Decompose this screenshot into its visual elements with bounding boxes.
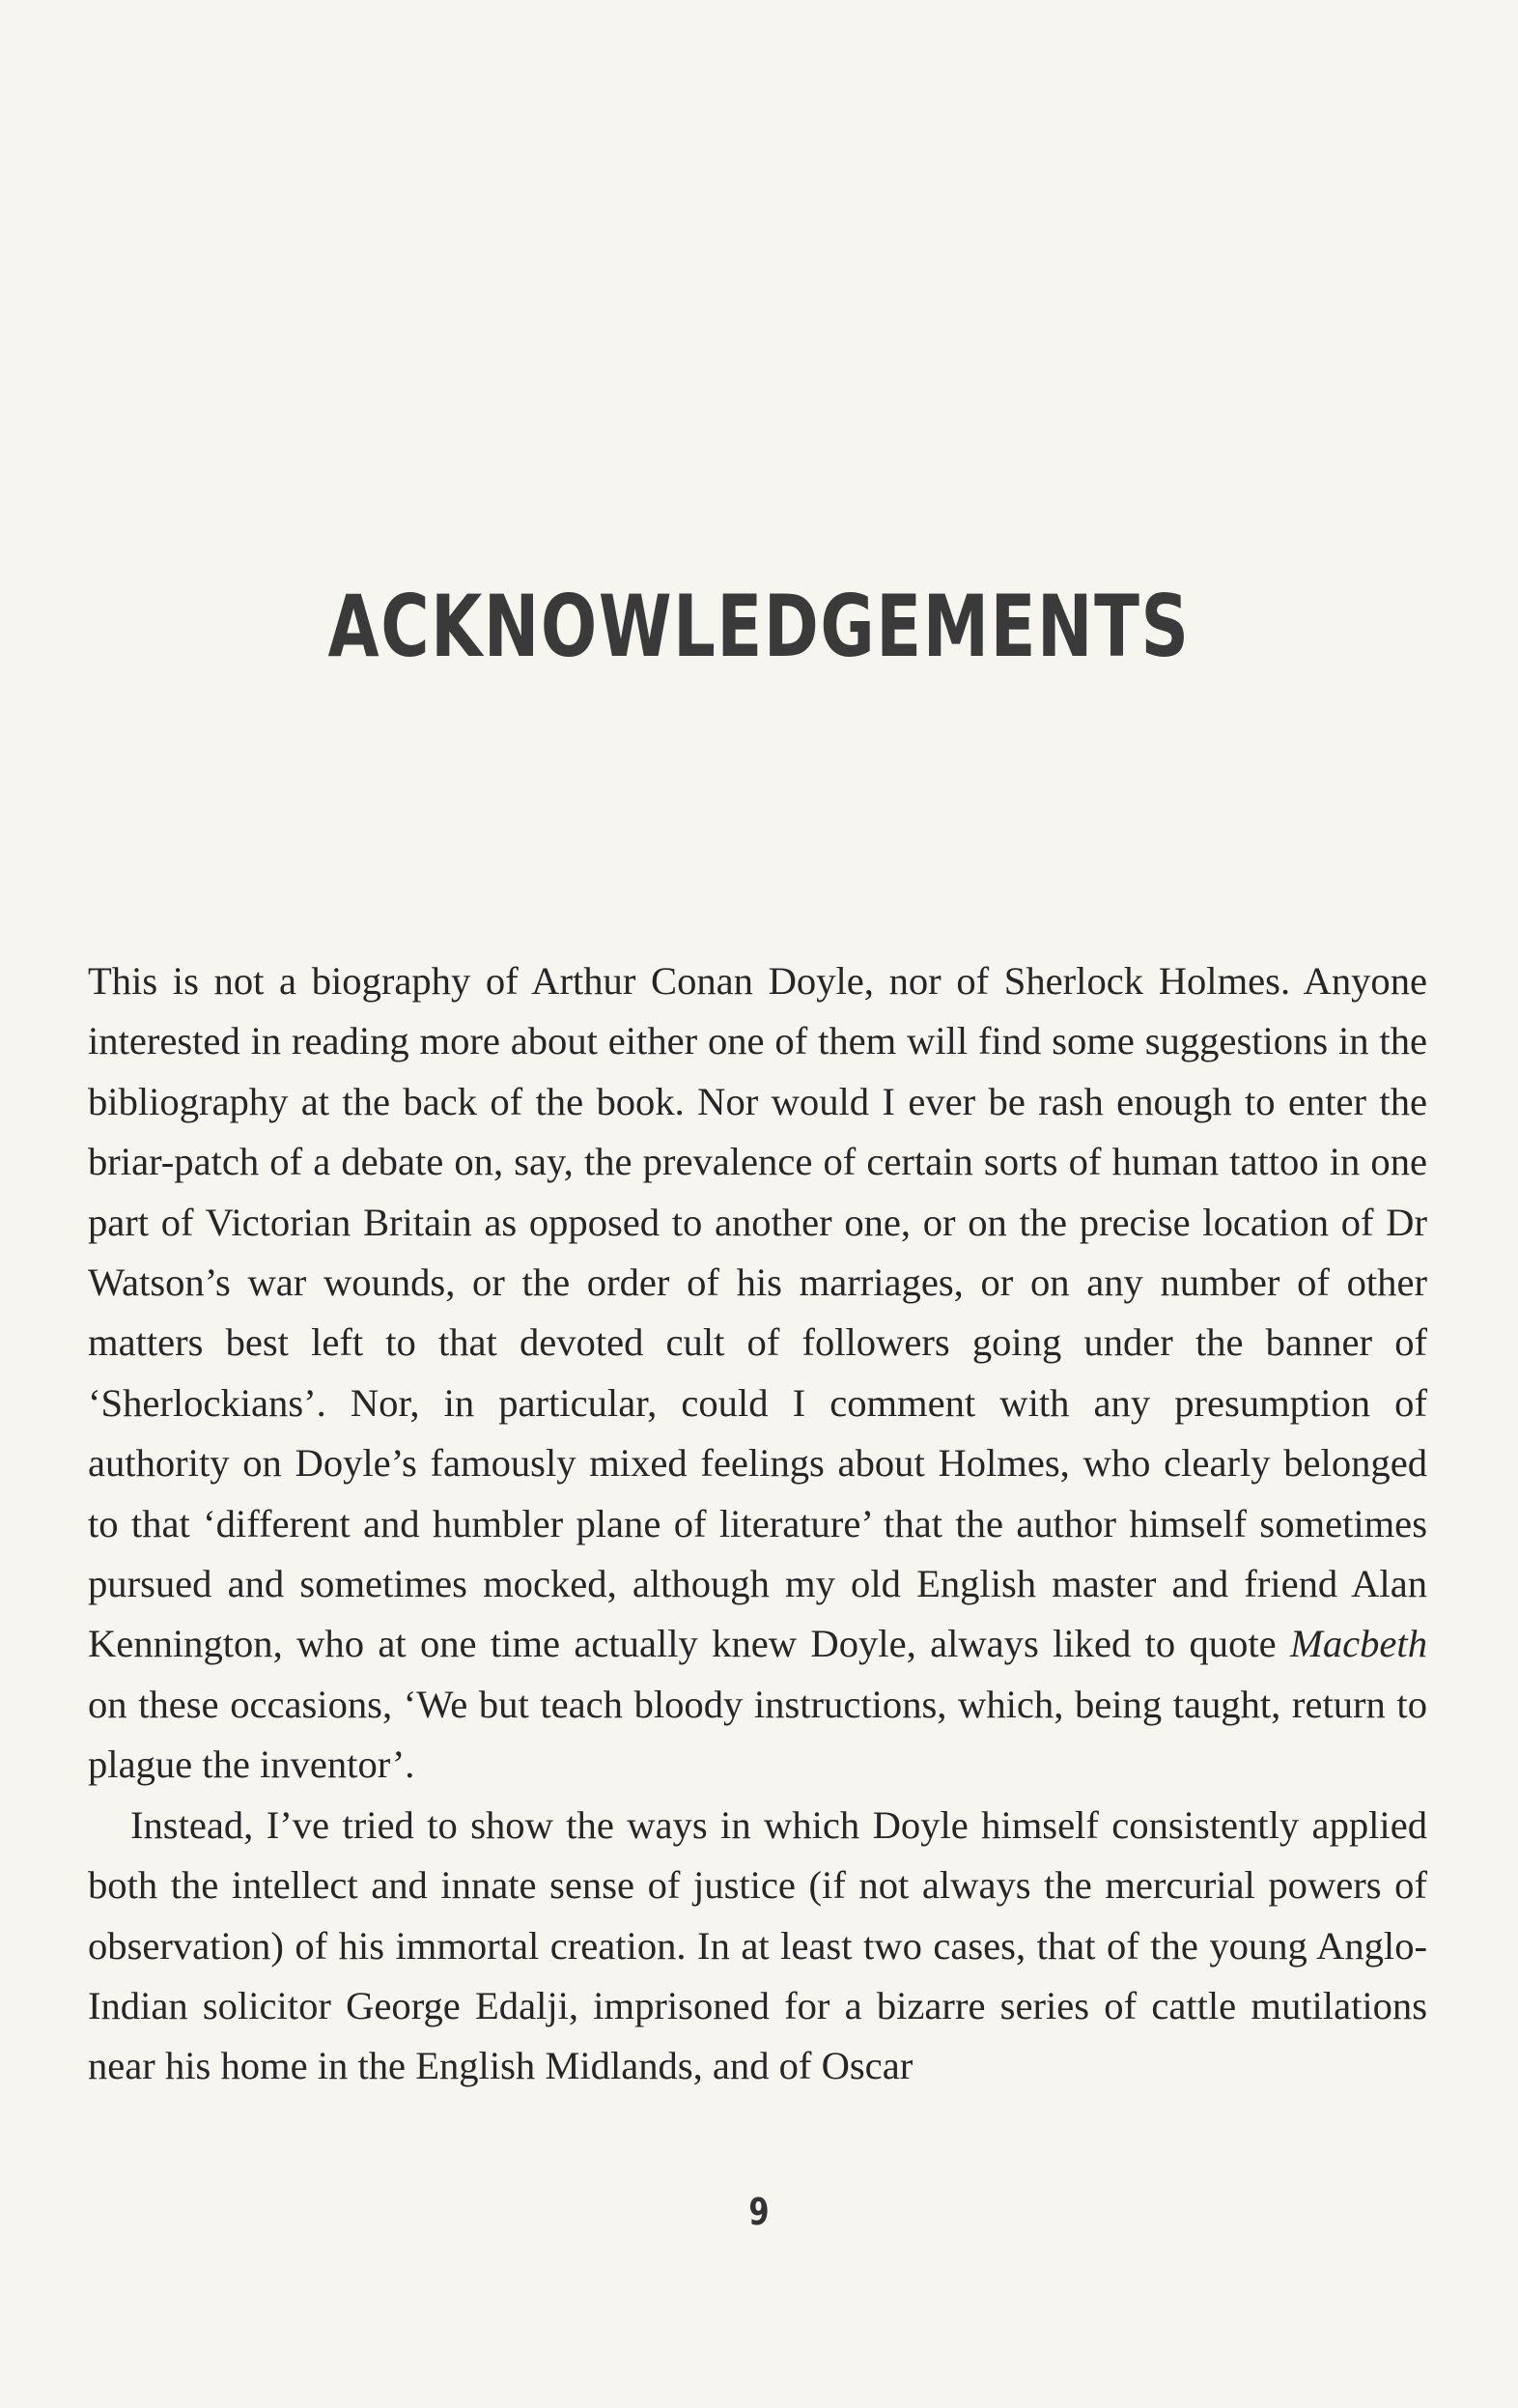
- page-number: 9: [748, 2191, 770, 2233]
- paragraph-1-text-b: on these occasions, ‘We but teach bloody instructions, which, being taught, return to plague the inventor’.: [88, 1682, 1427, 1787]
- paragraph-1-text-a: This is not a biography of Arthur Conan Doyle, nor of Sherlock Holmes. Anyone interested in reading more about either one of them will find some suggestions in the bibliography at the back of the book. Nor would I ever be rash enough to enter the briar-patch of a debate on, say, the prevalence of certain sorts of human tattoo in one part of Victorian Britain as opposed to another one, or on the precise location of Dr Watson’s war wounds, or the order of his marriages, or on any number of other matters best left to that devoted cult of followers going under the banner of ‘Sherlockians’. Nor, in particular, could I comment with any presumption of authority on Doyle’s famously mixed feelings about Holmes, who clearly belonged to that ‘different and humbler plane of literature’ that the author himself sometimes pursued and sometimes mocked, although my old English master and friend Alan Kennington, who at one time actually knew Doyle, always liked to quote: [88, 959, 1427, 1666]
- book-title-macbeth: Macbeth: [1290, 1622, 1427, 1666]
- paragraph-2: Instead, I’ve tried to show the ways in which Doyle himself consistently applied both the intellect and innate sense of justice (if not always the mercurial powers of observation) of his immortal creation. In at least two cases, that of the young Anglo-Indian solicitor George Edalji, imprisoned for a bizarre series of cattle mutilations near his home in the English Midlands, and of Oscar: [88, 1802, 1427, 2088]
- paragraph-1: [88, 951, 1427, 1796]
- body-text: [88, 951, 1427, 2097]
- chapter-heading: ACKNOWLEDGEMENTS: [327, 577, 1191, 676]
